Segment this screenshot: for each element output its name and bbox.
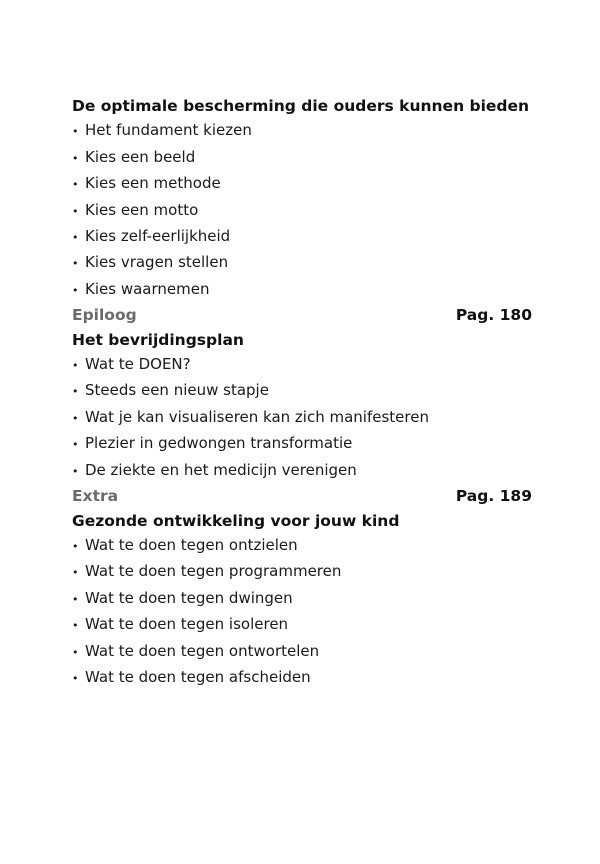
bullet-icon: • (72, 464, 79, 478)
chapter-row-extra (72, 484, 532, 508)
list-item (72, 533, 532, 559)
list-item-label: Kies vragen stellen (85, 253, 229, 272)
list-item (72, 250, 532, 276)
list-item (72, 665, 532, 691)
list-item (72, 198, 532, 224)
section-heading-healthy-development: Gezonde ontwikkeling voor jouw kind (72, 511, 400, 530)
list-item-label: Wat te doen tegen isoleren (85, 615, 289, 634)
list-item-label: Steeds een nieuw stapje (85, 381, 269, 400)
section-list-healthy-development (72, 533, 532, 691)
bullet-icon: • (72, 671, 79, 685)
list-item-label: Kies zelf-eerlijkheid (85, 227, 231, 246)
bullet-icon: • (72, 178, 79, 192)
list-item (72, 118, 532, 144)
section-list-protection (72, 118, 532, 303)
list-item-label: Wat te doen tegen dwingen (85, 588, 293, 607)
list-item-label: Kies waarnemen (85, 279, 210, 298)
list-item-label: Kies een methode (85, 174, 221, 193)
chapter-title: Extra (72, 487, 119, 506)
list-item-label: Wat te DOEN? (85, 355, 191, 374)
bullet-icon: • (72, 385, 79, 399)
list-item (72, 145, 532, 171)
bullet-icon: • (72, 231, 79, 245)
list-item-label: De ziekte en het medicijn verenigen (85, 460, 357, 479)
list-item-label: Wat te doen tegen programmeren (85, 562, 342, 581)
list-item (72, 612, 532, 638)
list-item (72, 559, 532, 585)
list-item (72, 405, 532, 431)
list-item (72, 431, 532, 457)
bullet-icon: • (72, 283, 79, 297)
bullet-icon: • (72, 566, 79, 580)
section-heading-protection: De optimale bescherming die ouders kunnen bieden (72, 97, 530, 115)
bullet-icon: • (72, 359, 79, 373)
list-item (72, 224, 532, 250)
table-of-contents (72, 94, 532, 691)
list-item-label: Wat te doen tegen ontwortelen (85, 641, 320, 660)
list-item (72, 171, 532, 197)
list-item (72, 378, 532, 404)
bullet-icon: • (72, 411, 79, 425)
bullet-icon: • (72, 619, 79, 633)
bullet-icon: • (72, 539, 79, 553)
chapter-page-number: Pag. 180 (455, 306, 532, 325)
chapter-row-epiloog (72, 303, 532, 327)
bullet-icon: • (72, 151, 79, 165)
list-item-label: Wat je kan visualiseren kan zich manifesteren (85, 407, 429, 426)
list-item-label: Wat te doen tegen ontzielen (85, 535, 298, 554)
list-item-label: Het fundament kiezen (85, 121, 252, 140)
bullet-icon: • (72, 438, 79, 452)
list-item (72, 586, 532, 612)
section-list-liberation-plan (72, 352, 532, 484)
list-item-label: Kies een motto (85, 200, 199, 219)
list-item-label: Kies een beeld (85, 147, 196, 166)
list-item (72, 352, 532, 378)
bullet-icon: • (72, 204, 79, 218)
list-item (72, 277, 532, 303)
chapter-page-number: Pag. 189 (455, 487, 532, 506)
section-heading-liberation-plan: Het bevrijdingsplan (72, 330, 244, 349)
list-item-label: Plezier in gedwongen transformatie (85, 434, 353, 453)
bullet-icon: • (72, 125, 79, 139)
bullet-icon: • (72, 592, 79, 606)
bullet-icon: • (72, 257, 79, 271)
list-item-label: Wat te doen tegen afscheiden (85, 667, 311, 686)
chapter-title: Epiloog (72, 306, 137, 325)
bullet-icon: • (72, 645, 79, 659)
list-item (72, 639, 532, 665)
list-item (72, 458, 532, 484)
